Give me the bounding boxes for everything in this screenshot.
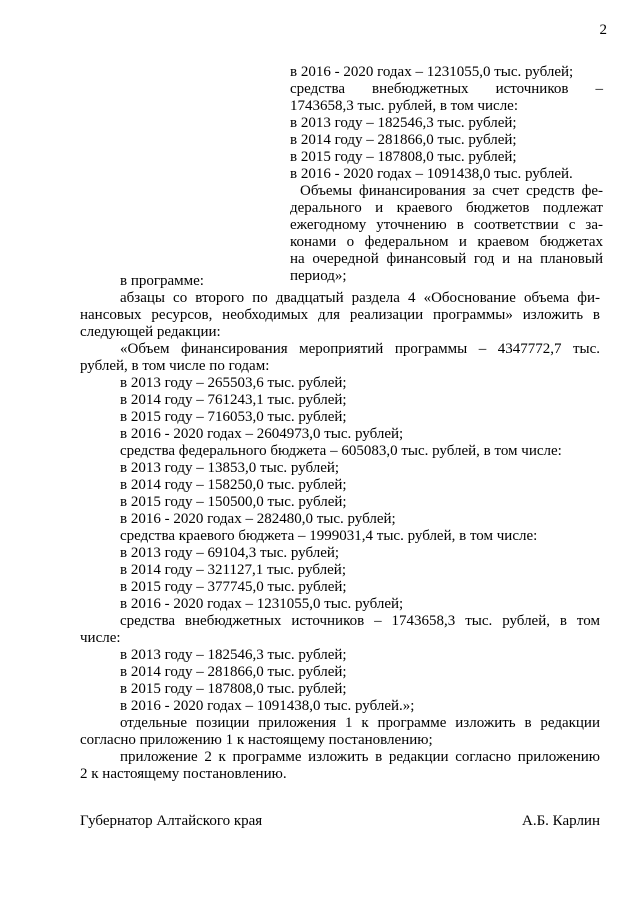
text-line: в программе: [120, 273, 204, 289]
text-line: средства краевого бюджета – 1999031,4 тыс. рублей, в том числе: [120, 528, 538, 544]
signatory-title: Губернатор Алтайского края [80, 813, 263, 829]
text-line: приложение 2 к программе изложить в редакции согласно приложению [120, 749, 600, 765]
text-line: в 2013 году – 69104,3 тыс. рублей; [120, 545, 340, 561]
text-line: в 2015 году – 187808,0 тыс. рублей; [120, 681, 347, 697]
text-line: Объемы финансирования за счет средств фе- [300, 183, 603, 199]
text-line: средства внебюджетных источников – [290, 81, 603, 97]
text-line: в 2016 - 2020 годах – 1231055,0 тыс. рублей; [290, 64, 574, 80]
text-line: в 2015 году – 377745,0 тыс. рублей; [120, 579, 347, 595]
text-line: согласно приложению 1 к настоящему постановлению; [80, 732, 433, 748]
text-line: в 2013 году – 182546,3 тыс. рублей; [120, 647, 347, 663]
text-line: в 2016 - 2020 годах – 1091438,0 тыс. рублей. [290, 166, 573, 182]
text-line: в 2015 году – 150500,0 тыс. рублей; [120, 494, 347, 510]
passport-text-block [290, 64, 603, 285]
text-line: в 2014 году – 281866,0 тыс. рублей; [290, 132, 517, 148]
text-line: в 2016 - 2020 годах – 1231055,0 тыс. рублей; [120, 596, 404, 612]
text-line: следующей редакции: [80, 324, 221, 340]
text-line: отдельные позиции приложения 1 к программе изложить в редакции [120, 715, 600, 731]
main-text-block [80, 273, 600, 783]
text-line: 2 к настоящему постановлению. [80, 766, 287, 782]
text-line: период»; [290, 268, 347, 284]
text-line: абзацы со второго по двадцатый раздела 4 «Обоснование объема фи- [120, 290, 600, 306]
text-line: в 2014 году – 158250,0 тыс. рублей; [120, 477, 347, 493]
text-line: в 2013 году – 265503,6 тыс. рублей; [120, 375, 347, 391]
text-line: средства внебюджетных источников – 1743658,3 тыс. рублей, в том [120, 613, 600, 629]
text-line: в 2014 году – 761243,1 тыс. рублей; [120, 392, 347, 408]
text-line: рублей, в том числе по годам: [80, 358, 270, 374]
signatory-name: А.Б. Карлин [521, 813, 600, 829]
text-line: ежегодному уточнению в соответствии с за- [290, 217, 603, 233]
text-line: в 2015 году – 716053,0 тыс. рублей; [120, 409, 347, 425]
text-line: дерального и краевого бюджетов подлежат [290, 200, 603, 216]
text-line: в 2016 - 2020 годах – 2604973,0 тыс. рублей; [120, 426, 404, 442]
text-line: средства федерального бюджета – 605083,0 тыс. рублей, в том числе: [120, 443, 562, 459]
text-line: в 2016 - 2020 годах – 1091438,0 тыс. рублей.»; [120, 698, 415, 714]
text-line: в 2013 году – 182546,3 тыс. рублей; [290, 115, 517, 131]
text-line: в 2016 - 2020 годах – 282480,0 тыс. рублей; [120, 511, 396, 527]
text-line: 1743658,3 тыс. рублей, в том числе: [290, 98, 519, 114]
text-line: числе: [80, 630, 121, 646]
signature-block [80, 813, 600, 833]
text-line: «Объем финансирования мероприятий программы – 4347772,7 тыс. [120, 341, 600, 357]
text-line: в 2015 году – 187808,0 тыс. рублей; [290, 149, 517, 165]
text-line: конами о федеральном и краевом бюджетах [290, 234, 603, 250]
text-line: нансовых ресурсов, необходимых для реализации программы» изложить в [80, 307, 600, 323]
text-line: на очередной финансовый год и на плановый [290, 251, 603, 267]
text-line: в 2013 году – 13853,0 тыс. рублей; [120, 460, 340, 476]
text-line: в 2014 году – 321127,1 тыс. рублей; [120, 562, 346, 578]
page-number: 2 [599, 22, 607, 38]
text-line: в 2014 году – 281866,0 тыс. рублей; [120, 664, 347, 680]
